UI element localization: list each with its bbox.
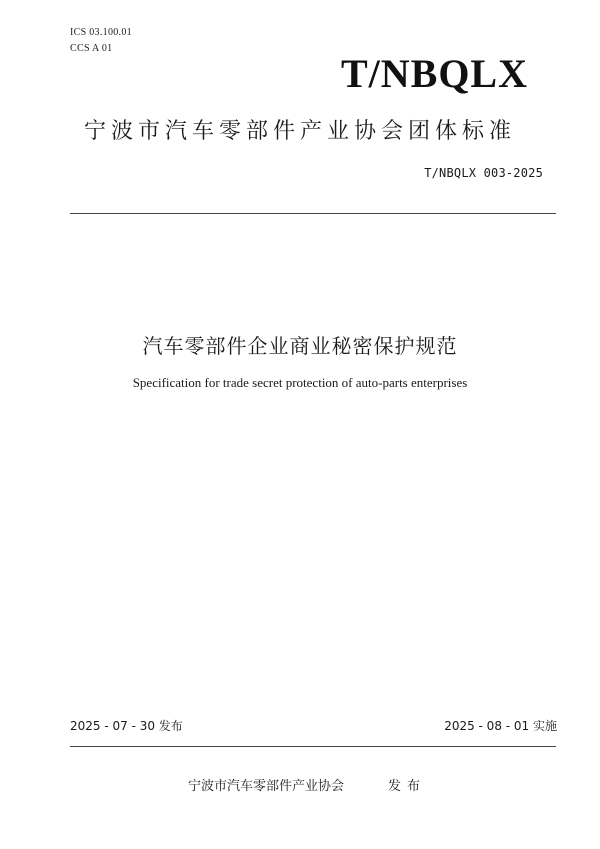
issue-date: 2025 - 07 - 30 发布 bbox=[70, 719, 183, 733]
standard-number: T/NBQLX 003-2025 bbox=[424, 166, 543, 180]
standard-mark: T/NBQLX bbox=[340, 51, 528, 96]
document-title-chinese: 汽车零部件企业商业秘密保护规范 bbox=[142, 334, 458, 358]
organization-title: 宁波市汽车零部件产业协会团体标准 bbox=[83, 119, 516, 144]
issuer-name: 宁波市汽车零部件产业协会 bbox=[188, 779, 345, 794]
document-title-english: Specification for trade secret protection of auto-parts enterprises bbox=[132, 375, 468, 390]
ccs-code: CCS A 01 bbox=[70, 43, 113, 54]
top-divider bbox=[70, 213, 556, 214]
ics-code: ICS 03.100.01 bbox=[70, 27, 132, 38]
bottom-divider bbox=[70, 746, 556, 747]
issuer-action: 发布 bbox=[388, 779, 427, 794]
implementation-date: 2025 - 08 - 01 实施 bbox=[444, 719, 557, 733]
